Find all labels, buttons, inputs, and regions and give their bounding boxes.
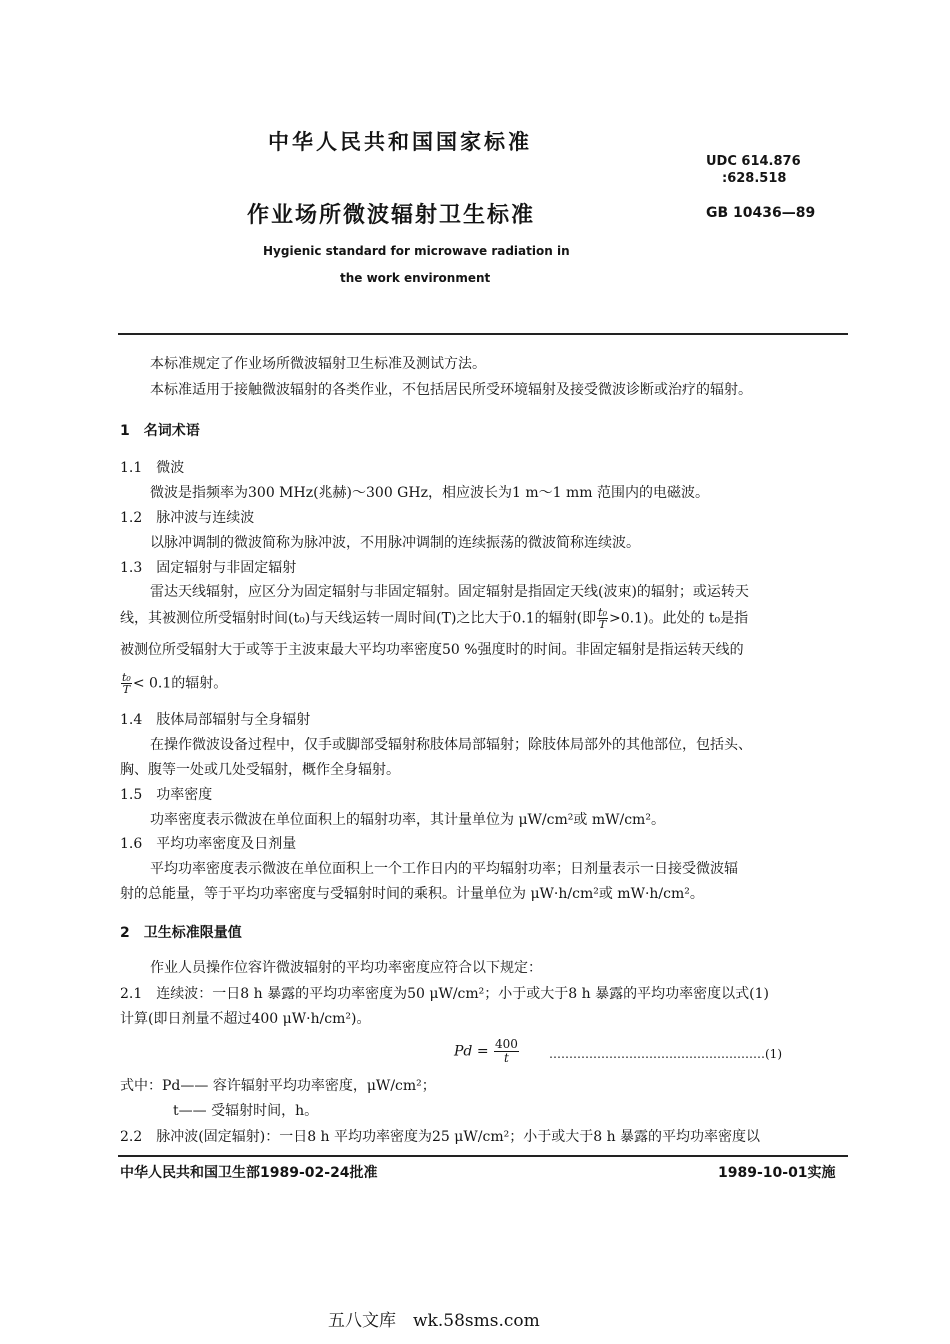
intro-paragraph-1: 本标准规定了作业场所微波辐射卫生标准及测试方法。 bbox=[150, 356, 486, 372]
section-1-3-line-4 bbox=[120, 672, 227, 695]
udc-code-line1: UDC 614.876 bbox=[706, 154, 801, 169]
section-2-heading: 2 卫生标准限量值 bbox=[120, 925, 242, 941]
equation-lhs: Pd = bbox=[454, 1043, 489, 1060]
section-1-4-line-2: 胸、腹等一处或几处受辐射，概作全身辐射。 bbox=[120, 762, 400, 778]
section-1-heading: 1 名词术语 bbox=[120, 423, 200, 439]
ratio-denominator: T bbox=[598, 618, 607, 631]
section-1-1-text: 微波是指频率为300 MHz(兆赫)～300 GHz，相应波长为1 m～1 mm 范围内的电磁波。 bbox=[150, 485, 709, 501]
intro-paragraph-2: 本标准适用于接触微波辐射的各类作业，不包括居民所受环境辐射及接受微波诊断或治疗的辐射。 bbox=[150, 382, 752, 398]
udc-code-line2: :628.518 bbox=[722, 171, 787, 186]
approval-statement: 中华人民共和国卫生部1989-02-24批准 bbox=[120, 1165, 378, 1181]
watermark: 五八文库 wk.58sms.com bbox=[328, 1311, 540, 1331]
section-1-2-heading: 1.2 脉冲波与连续波 bbox=[120, 510, 255, 526]
section-1-6-line-1: 平均功率密度表示微波在单位面积上一个工作日内的平均辐射功率；日剂量表示一日接受微波辐 bbox=[150, 861, 738, 877]
section-1-3-line-3: 被测位所受辐射大于或等于主波束最大平均功率密度50 %强度时的时间。非固定辐射是指运转天线的 bbox=[120, 642, 744, 658]
ratio-fraction-2 bbox=[121, 672, 132, 695]
equation-numerator: 400 bbox=[495, 1037, 518, 1051]
english-title-line2: the work environment bbox=[340, 271, 491, 285]
equation-denominator: t bbox=[504, 1051, 509, 1065]
section-2-1-line-2: 计算(即日剂量不超过400 μW·h/cm²)。 bbox=[120, 1011, 371, 1027]
section-1-6-heading: 1.6 平均功率密度及日剂量 bbox=[120, 836, 297, 852]
equation-fraction bbox=[494, 1038, 519, 1065]
section-1-3-line-1: 雷达天线辐射，应区分为固定辐射与非固定辐射。固定辐射是指固定天线(波束)的辐射；或运转天 bbox=[150, 584, 749, 600]
english-title-line1: Hygienic standard for microwave radiation in bbox=[263, 244, 570, 258]
ratio-fraction bbox=[597, 607, 608, 630]
where-line-2: t—— 受辐射时间，h。 bbox=[173, 1103, 319, 1119]
section-2-intro: 作业人员操作位容许微波辐射的平均功率密度应符合以下规定： bbox=[150, 960, 542, 976]
section-1-4-line-1: 在操作微波设备过程中，仅手或脚部受辐射称肢体局部辐射；除肢体局部外的其他部位，包括头、 bbox=[150, 737, 752, 753]
section-1-4-heading: 1.4 肢体局部辐射与全身辐射 bbox=[120, 712, 311, 728]
section-1-3-line-4-text: < 0.1的辐射。 bbox=[132, 675, 228, 692]
header-divider bbox=[118, 333, 848, 335]
equation-1 bbox=[454, 1038, 520, 1065]
section-1-3-line-2-part-a: 线，其被测位所受辐射时间(t₀)与天线运转一周时间(T)之比大于0.1的辐射(即 bbox=[120, 610, 597, 627]
org-title: 中华人民共和国国家标准 bbox=[268, 130, 532, 154]
ratio-numerator-2: t₀ bbox=[122, 671, 131, 684]
section-1-5-text: 功率密度表示微波在单位面积上的辐射功率，其计量单位为 μW/cm²或 mW/cm²。 bbox=[150, 812, 665, 828]
footer-divider bbox=[118, 1155, 848, 1157]
document-title: 作业场所微波辐射卫生标准 bbox=[247, 203, 536, 228]
section-1-5-heading: 1.5 功率密度 bbox=[120, 787, 213, 803]
ratio-numerator: t₀ bbox=[598, 606, 607, 619]
section-2-1-line-1: 2.1 连续波：一日8 h 暴露的平均功率密度为50 μW/cm²；小于或大于8 h 暴露的平均功率密度以式(1) bbox=[120, 986, 769, 1002]
section-1-1-heading: 1.1 微波 bbox=[120, 460, 185, 476]
section-2-2-line-1: 2.2 脉冲波(固定辐射)：一日8 h 平均功率密度为25 μW/cm²；小于或大于8 h 暴露的平均功率密度以 bbox=[120, 1129, 761, 1145]
effective-date: 1989-10-01实施 bbox=[718, 1165, 836, 1181]
ratio-denominator-2: T bbox=[122, 683, 131, 696]
gb-standard-code: GB 10436—89 bbox=[706, 205, 816, 221]
section-1-6-line-2: 射的总能量，等于平均功率密度与受辐射时间的乘积。计量单位为 μW·h/cm²或 mW·h/cm²。 bbox=[120, 886, 704, 902]
section-1-3-heading: 1.3 固定辐射与非固定辐射 bbox=[120, 560, 297, 576]
section-1-3-line-2 bbox=[120, 607, 748, 630]
equation-number: ………………………………………………(1) bbox=[549, 1047, 782, 1061]
section-1-2-text: 以脉冲调制的微波简称为脉冲波，不用脉冲调制的连续振荡的微波简称连续波。 bbox=[150, 535, 640, 551]
where-line-1: 式中：Pd—— 容许辐射平均功率密度，μW/cm²； bbox=[120, 1078, 436, 1094]
section-1-3-line-2-part-b: >0.1)。此处的 t₀是指 bbox=[609, 610, 749, 627]
